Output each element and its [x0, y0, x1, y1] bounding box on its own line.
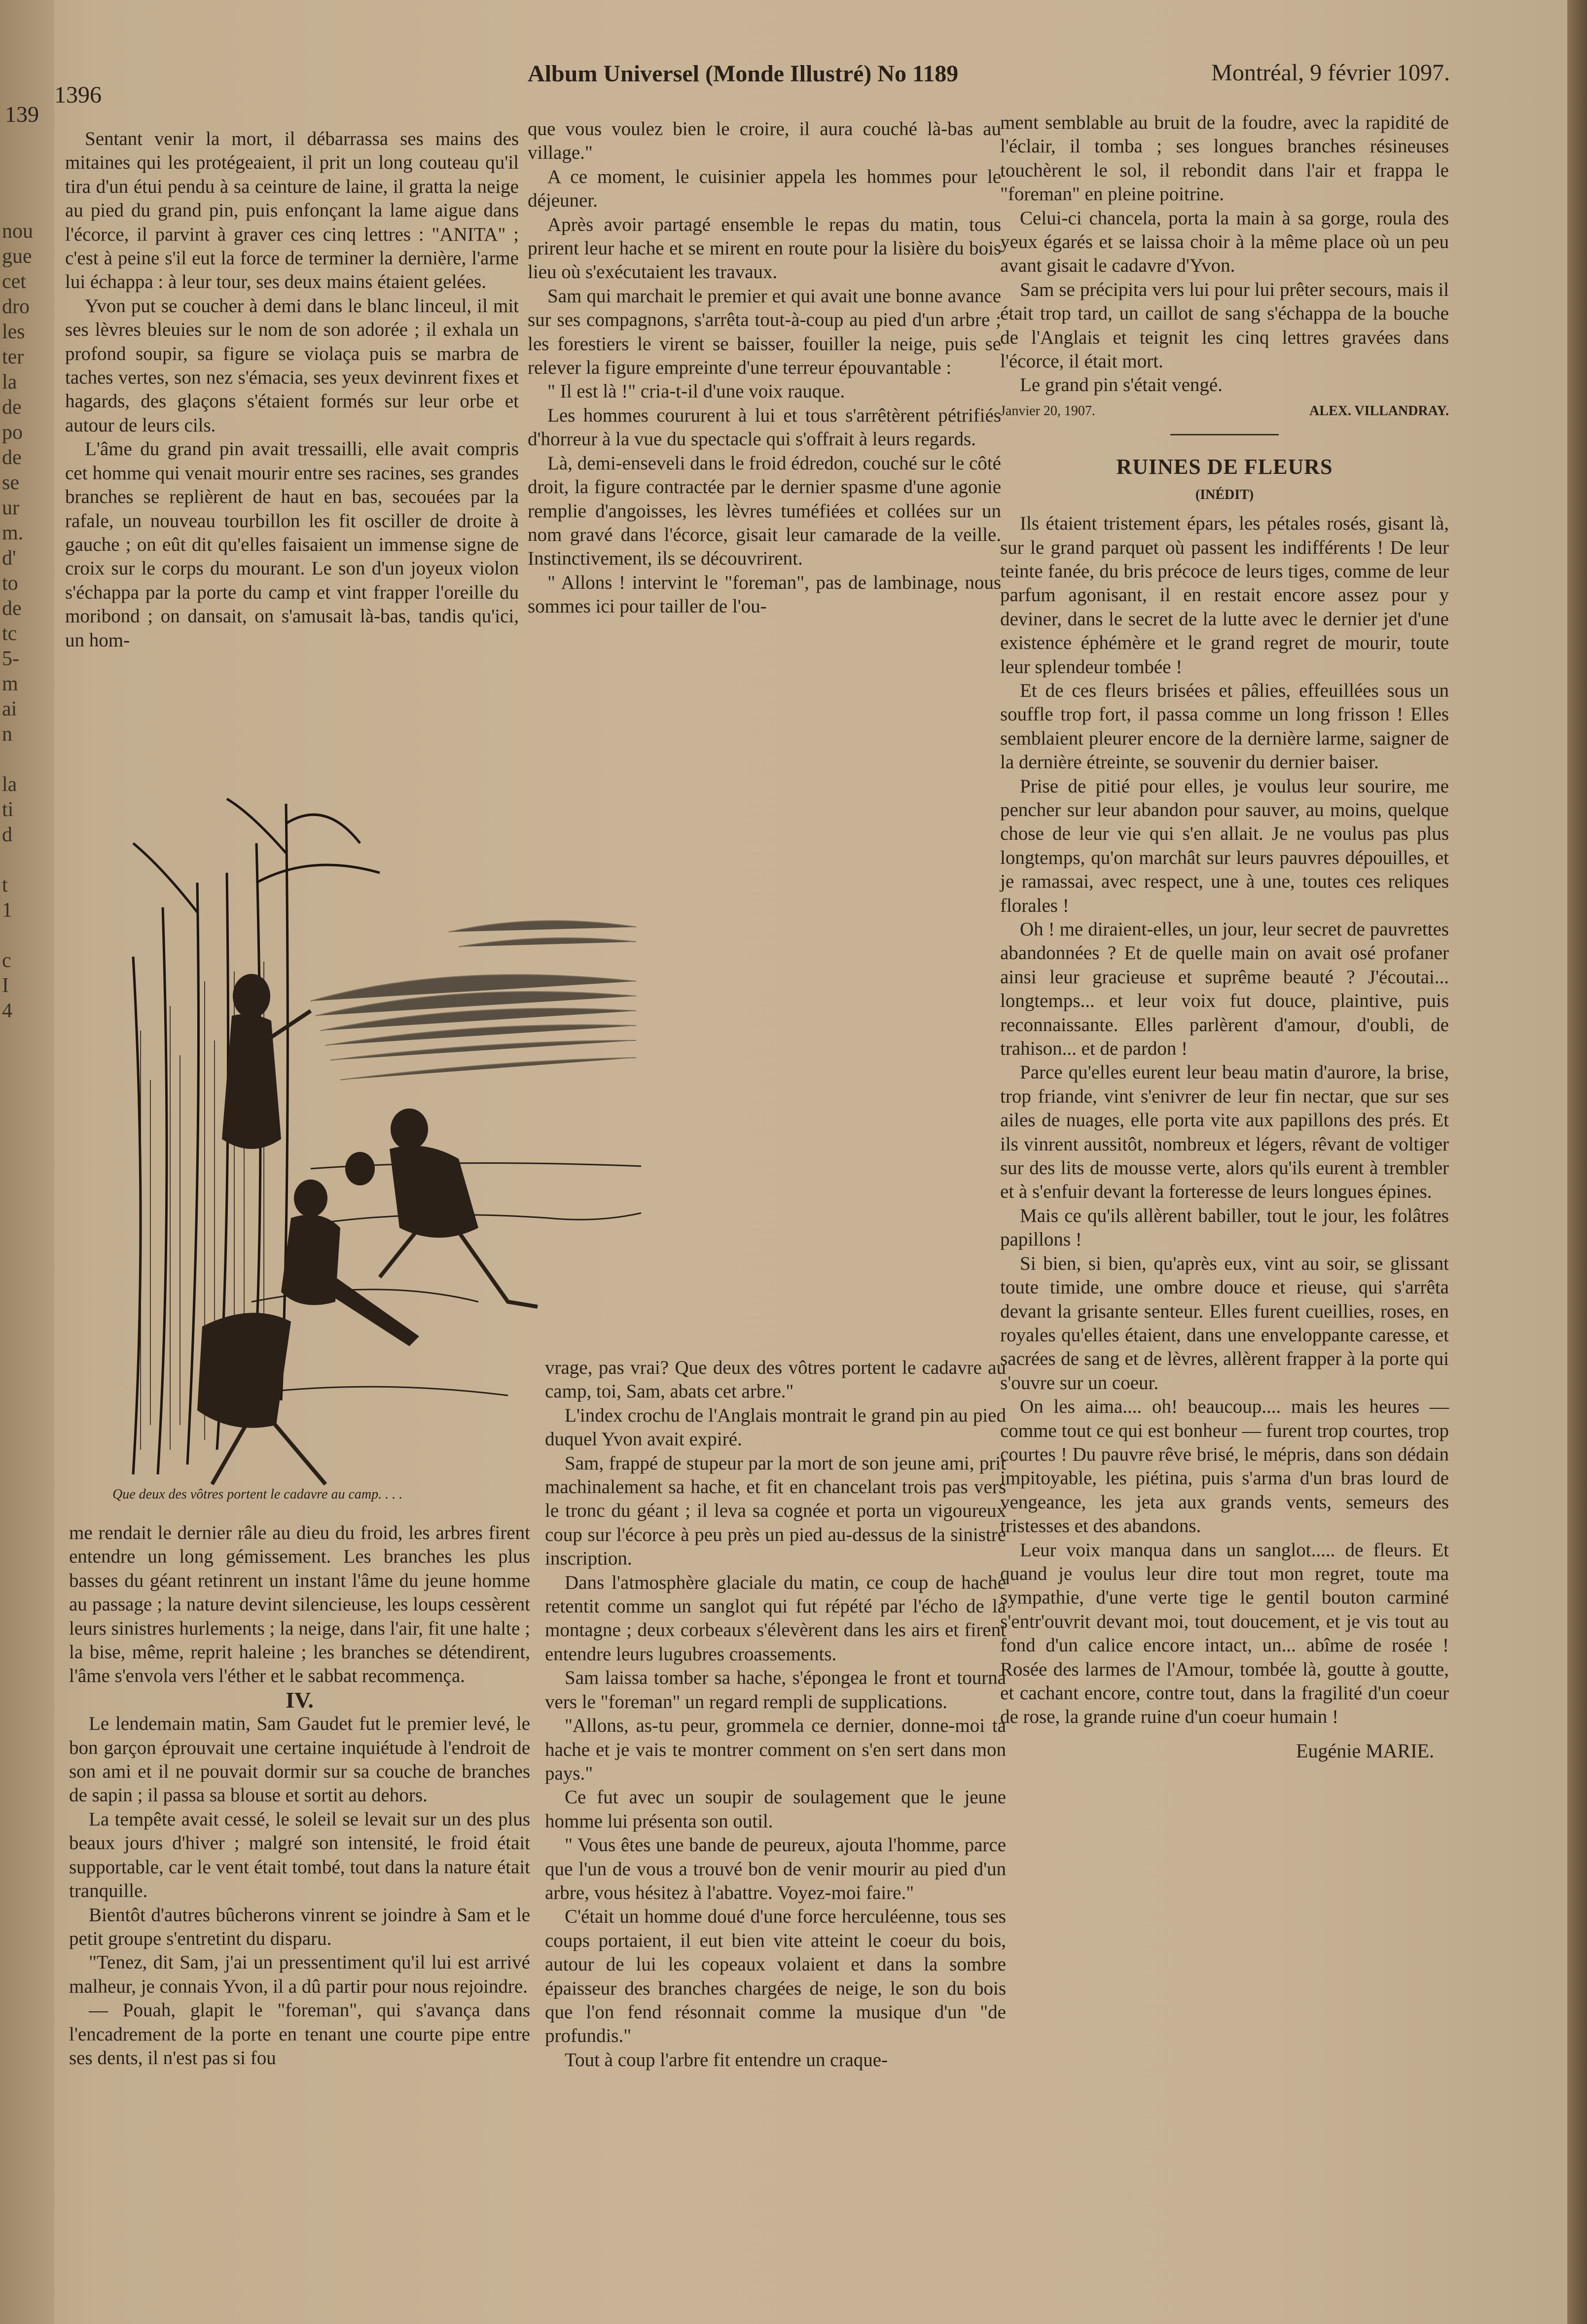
- poem-title: RUINES DE FLEURS: [1116, 455, 1333, 479]
- paragraph: C'était un homme doué d'une force herculéenne, tous ses coups portaient, il eut bien vite atteint le coeur du bois, autour de lui les copeaux volaient et dans la sombre épaisseur des branches chargées de neige, le son du bois que l'on fend résonnait comme la musique d'un "de profundis.": [545, 1906, 1006, 2047]
- paragraph: Sam qui marchait le premier et qui avait une bonne avance sur ses compagnons, s'arrêta tout-à-coup au pied d'un arbre ; les forestiers le virent se baisser, fouiller la neige, puis se relever la figure empreinte d'une terreur épouvantable :: [528, 285, 1001, 379]
- issue-date: Montréal, 9 février 1097.: [1211, 60, 1450, 86]
- gutter-fragment: nou: [2, 220, 33, 243]
- paragraph: A ce moment, le cuisinier appela les hommes pour le déjeuner.: [528, 166, 1001, 212]
- paragraph: Les hommes coururent à lui et tous s'arrêtèrent pétrifiés d'horreur à la vue du spectacle qui s'offrait à leurs regards.: [528, 404, 1001, 450]
- gutter-fragment: [2, 848, 51, 873]
- gutter-fragment: ti: [2, 798, 14, 821]
- gutter-fragment: 5-: [2, 647, 19, 670]
- paragraph: Celui-ci chancela, porta la main à sa gorge, roula des yeux égarés et se laissa choir à la même place où un peu avant gisait le cadavre d'Yvon.: [1000, 207, 1449, 277]
- paragraph: que vous voulez bien le croire, il aura couché là-bas au village.": [528, 118, 1001, 164]
- gutter-fragment: to: [2, 572, 18, 595]
- gutter-fragment: cet: [2, 270, 26, 293]
- paragraph: Ils étaient tristement épars, les pétales rosés, gisant là, sur le grand parquet où passent les indifférents ! De leur teinte fanée, du bris précoce de leurs tiges, comme de leur parfum agonisant, il en restait encore assez pour y deviner, dans le secret de la lutte avec le dernier jet d'une existence éphémère et le grand regret de mourir, toute leur splendeur tombée !: [1000, 513, 1449, 678]
- illustration-caption: Que deux des vôtres portent le cadavre au camp. . . .: [112, 1487, 403, 1502]
- gutter-fragment: ter: [2, 346, 24, 368]
- paragraph: Dans l'atmosphère glaciale du matin, ce coup de hache retentit comme un sanglot qui fut répété par l'écho de la montagne ; deux corbeaux s'élevèrent dans les airs et firent entendre leurs lugubres croassements.: [545, 1572, 1006, 1665]
- paragraph: Tout à coup l'arbre fit entendre un craque-: [565, 2049, 888, 2071]
- gutter-fragment: ai: [2, 698, 17, 720]
- gutter-fragment: [2, 118, 51, 143]
- gutter-fragment: dro: [2, 295, 30, 318]
- gutter-fragment: n: [2, 723, 12, 746]
- poem-author: Eugénie MARIE.: [1296, 1739, 1434, 1762]
- page-header: [54, 54, 1450, 108]
- column-1-bottom: [69, 1521, 530, 2070]
- lumberjack-figures: [197, 974, 478, 1428]
- gutter-fragment: tc: [2, 622, 17, 645]
- gutter-fragment: 4: [2, 1000, 12, 1022]
- column-3: [1000, 111, 1449, 1763]
- paragraph: L'âme du grand pin avait tressailli, elle avait compris cet homme qui venait mourir entre ses racines, ses grandes branches se replièrent de haut en bas, secouées par la rafale, un nouveau tourbillon les fit osciller de droite à gauche ; on eût dit qu'elles faisaient un immense signe de croix sur le corps du mourant. Le son d'un joyeux violon s'échappa par la porte du camp et vint frapper l'oreille du moribond ; on dansait, on s'amusait là-bas, tandis qu'ici, un hom-: [65, 438, 519, 651]
- paragraph: Là, demi-enseveli dans le froid édredon, couché sur le côté droit, la figure contractée par le dernier spasme d'une agonie remplie d'angoisses, les lèvres tuméfiées et collées sur un nom gravé dans l'écorce, gisait leur camarade de la veille. Instinctivement, ils se découvrirent.: [528, 452, 1001, 570]
- paragraph: — Pouah, glapit le "foreman", qui s'avança dans l'encadrement de la porte en tenant une courte pipe entre ses dents, il n'est pas si fou: [69, 2000, 530, 2069]
- paragraph: Le lendemain matin, Sam Gaudet fut le premier levé, le bon garçon éprouvait une certaine inquiétude à l'endroit de son ami et il ne pouvait dormir sur sa couche de branches de sapin ; il passa sa blouse et sortit au dehors.: [69, 1713, 530, 1806]
- paragraph: "Allons, as-tu peur, grommela ce dernier, donne-moi ta hache et je vais te montrer comment on s'en sert dans mon pays.": [545, 1715, 1006, 1784]
- poem-title-block: [1000, 455, 1449, 507]
- adjacent-page-number: 139: [5, 102, 39, 127]
- signature-date: Janvier 20, 1907.: [1000, 403, 1095, 419]
- paragraph: Mais ce qu'ils allèrent babiller, tout le jour, les folâtres papillons !: [1000, 1205, 1449, 1251]
- gutter-fragment: t: [2, 874, 8, 896]
- gutter-fragment: les: [2, 321, 25, 343]
- section-divider: [1170, 434, 1279, 435]
- chapter-heading: IV.: [286, 1687, 314, 1713]
- paragraph: " Vous êtes une bande de peureux, ajouta l'homme, parce que l'un de vous a trouvé bon de venir mourir au pied d'un arbre, vous hésitez à l'abattre. Voyez-moi faire.": [545, 1834, 1006, 1903]
- paragraph: vrage, pas vrai? Que deux des vôtres portent le cadavre au camp, toi, Sam, abats cet arbre.": [545, 1357, 1006, 1402]
- paragraph: Sam se précipita vers lui pour lui prêter secours, mais il était trop tard, un caillot de sang s'échappa de la bouche de l'Anglais et teignit les cinq lettres gravées dans l'écorce, il était mort.: [1000, 279, 1449, 372]
- gutter-fragment: ur: [2, 497, 19, 519]
- paragraph: Bientôt d'autres bûcherons vinrent se joindre à Sam et le petit groupe s'entretint du disparu.: [69, 1904, 530, 1949]
- paragraph: ment semblable au bruit de la foudre, avec la rapidité de l'éclair, il tomba ; ses longues branches résineuses touchèrent le sol, il rebondit dans l'air et frappa le "foreman" en pleine poitrine.: [1000, 112, 1449, 205]
- gutter-fragment: I: [2, 974, 9, 997]
- gutter-fragment: se: [2, 471, 19, 494]
- gutter-fragment: m.: [2, 522, 24, 544]
- gutter-fragment: [2, 923, 51, 948]
- paragraph: " Il est là !" cria-t-il d'une voix rauque.: [547, 381, 845, 402]
- paragraph: Prise de pitié pour elles, je voulus leur sourire, me pencher sur leur abandon pour sauver, au moins, quelque chose de leur vie qui s'en allait. Je ne voulus pas plus longtemps, qu'on marchât sur leurs pauvres dépouilles, et je ramassai, avec respect, une à une, toutes ces reliques florales !: [1000, 775, 1449, 916]
- paragraph: me rendait le dernier râle au dieu du froid, les arbres firent entendre un long gémissement. Les branches les plus basses du géant retinrent un instant l'âme du jeune homme au passage ; la nature devint silencieuse, les loups cessèrent leurs sinistres hurlements ; la neige, dans l'air, fit une halte ; la bise, même, reprit haleine ; les branches se détendirent, l'âme s'envola vers l'éther et le sabbat recommença.: [69, 1522, 530, 1687]
- paragraph: L'index crochu de l'Anglais montrait le grand pin au pied duquel Yvon avait expiré.: [545, 1404, 1006, 1450]
- gutter-fragment: d': [2, 547, 16, 570]
- paragraph: "Tenez, dit Sam, j'ai un pressentiment qu'il lui est arrivé malheur, je connais Yvon, il a dû partir pour nous rejoindre.: [69, 1952, 530, 1997]
- adjacent-page-margin: [0, 0, 54, 2324]
- gutter-fragment: d: [2, 823, 12, 846]
- adjacent-page-fragments: [2, 118, 51, 1024]
- publication-title: Album Universel (Monde Illustré) No 1189: [528, 61, 959, 87]
- gutter-fragment: gue: [2, 245, 32, 268]
- poem-subtitle: (INÉDIT): [1195, 487, 1254, 502]
- paragraph: Sam, frappé de stupeur par la mort de son jeune ami, prit machinalement sa hache, et fit en chancelant trois pas vers le tronc du géant ; il leva sa cognée et porta un vigoureux coup sur l'écorce à peu près un pied au-dessus de la sinistre inscription.: [545, 1452, 1006, 1570]
- paragraph: " Allons ! intervint le "foreman", pas de lambinage, nous sommes ici pour tailler de l'ou-: [528, 572, 1001, 617]
- sky-hatching: [311, 921, 636, 1080]
- page-edge-shadow: [1567, 0, 1587, 2324]
- paragraph: Sam laissa tomber sa hache, s'épongea le front et tourna vers le "foreman" un regard rempli de supplications.: [545, 1667, 1006, 1713]
- paragraph: Le grand pin s'était vengé.: [1020, 374, 1223, 396]
- gutter-fragment: [2, 143, 51, 169]
- paragraph: Leur voix manqua dans un sanglot..... de fleurs. Et quand je voulus leur dire tout mon regret, toute ma sympathie, d'une verte tige le gentil bouton carminé s'entr'ouvrit devant moi, tout doucement, et je vis tout au fond d'un calice encore intact, un... abîme de rosée ! Rosée des larmes de l'Amour, tombée là, goutte à goutte, et cachant encore, contre tout, dans la fragilité d'un coeur de rose, la grande ruine d'un coeur humain !: [1000, 1539, 1449, 1728]
- paragraph: Yvon put se coucher à demi dans le blanc linceul, il mit ses lèvres bleuies sur le nom de son adorée ; il exhala un profond soupir, sa figure se violaça puis se marbra de taches vertes, son nez s'émacia, ses yeux devinrent fixes et hagards, des glaçons s'étaient formés sur leur orbe et autour de leurs cils.: [65, 295, 519, 436]
- column-1-top: [65, 127, 519, 652]
- gutter-fragment: c: [2, 949, 11, 972]
- paragraph: Parce qu'elles eurent leur beau matin d'aurore, la brise, trop friande, vint s'enivrer de leur fin nectar, que sur ses ailes de nuages, elle porta vite aux papillons des prés. Et ils vinrent aussitôt, nombreux et légers, rêvant de voltiger sur des lits de mousse verte, alors qu'ils eurent à trembler et à s'enfuir devant la forteresse de leurs longues épines.: [1000, 1062, 1449, 1203]
- paragraph: Après avoir partagé ensemble le repas du matin, tous prirent leur hache et se mirent en route pour la lisière du bois lieu où s'exécutaient les travaux.: [528, 214, 1001, 283]
- gutter-fragment: m: [2, 673, 18, 695]
- story-signature: [1000, 399, 1449, 423]
- gutter-fragment: de: [2, 597, 22, 620]
- column-2-top: [528, 117, 1001, 619]
- paragraph: Oh ! me diraient-elles, un jour, leur secret de pauvrettes abandonnées ? Et de quelle main on avait osé profaner ainsi leur gracieuse et suprême beauté ? J'écoutai... longtemps... et leur voix fut douce, plaintive, puis reconnaissante. Elles parlèrent d'amour, d'oubli, de trahison... et de pardon !: [1000, 919, 1449, 1060]
- paragraph: Sentant venir la mort, il débarrassa ses mains des mitaines qui les protégeaient, il prit un long couteau qu'il tira d'un étui pendu à sa ceinture de laine, il gratta la neige au pied du grand pin, puis enfonçant la lame aigue dans l'écorce, il parvint à graver ces cinq lettres : "ANITA" ; c'est à peine s'il eut la force de terminer la dernière, l'arme lui échappa : à leur tour, ses deux mains étaient gelées.: [65, 128, 519, 293]
- gutter-fragment: [2, 169, 51, 194]
- paragraph: Ce fut avec un soupir de soulagement que le jeune homme lui présenta son outil.: [545, 1787, 1006, 1832]
- gutter-fragment: 1: [2, 899, 12, 922]
- paragraph: Et de ces fleurs brisées et pâlies, effeuillées sous un souffle trop fort, il passa comme un long frisson ! Elles semblaient pleurer encore de la dernière larme, saigner de la dernière étreinte, se souvenir du dernier baiser.: [1000, 679, 1449, 773]
- paragraph: Si bien, si bien, qu'après eux, vint au soir, se glissant toute timide, une ombre douce et rieuse, qui s'arrêta devant la grisante senteur. Elles furent cueillies, roses, en royales qu'elles étaient, dans une enveloppante caresse, et sacrées de sang et de lèvres, allèrent frapper à la porte qui s'ouvre sur un coeur.: [1000, 1252, 1449, 1394]
- gutter-fragment: [2, 747, 51, 772]
- signature-author: ALEX. VILLANDRAY.: [1309, 403, 1449, 419]
- gutter-fragment: de: [2, 446, 22, 469]
- column-2-bottom: [545, 1356, 1006, 2072]
- gutter-fragment: [2, 194, 51, 219]
- gutter-fragment: la: [2, 371, 17, 393]
- gutter-fragment: po: [2, 421, 23, 444]
- gutter-fragment: la: [2, 773, 17, 796]
- page-number: 1396: [54, 82, 102, 108]
- gutter-fragment: de: [2, 396, 22, 419]
- paragraph: On les aima.... oh! beaucoup.... mais les heures — comme tout ce qui est bonheur — furent trop courtes, trop courtes ! Du pauvre rêve brisé, le mépris, dans son dédain impitoyable, les piétina, puis s'arma d'un bras lourd de vengeance, les jeta aux grands vents, semeurs des tristesses et des abandons.: [1000, 1396, 1449, 1537]
- paragraph: La tempête avait cessé, le soleil se levait sur un des plus beaux jours d'hiver ; malgré son intensité, le froid était supportable, car le vent était tombé, tout dans la nature était tranquille.: [69, 1808, 530, 1902]
